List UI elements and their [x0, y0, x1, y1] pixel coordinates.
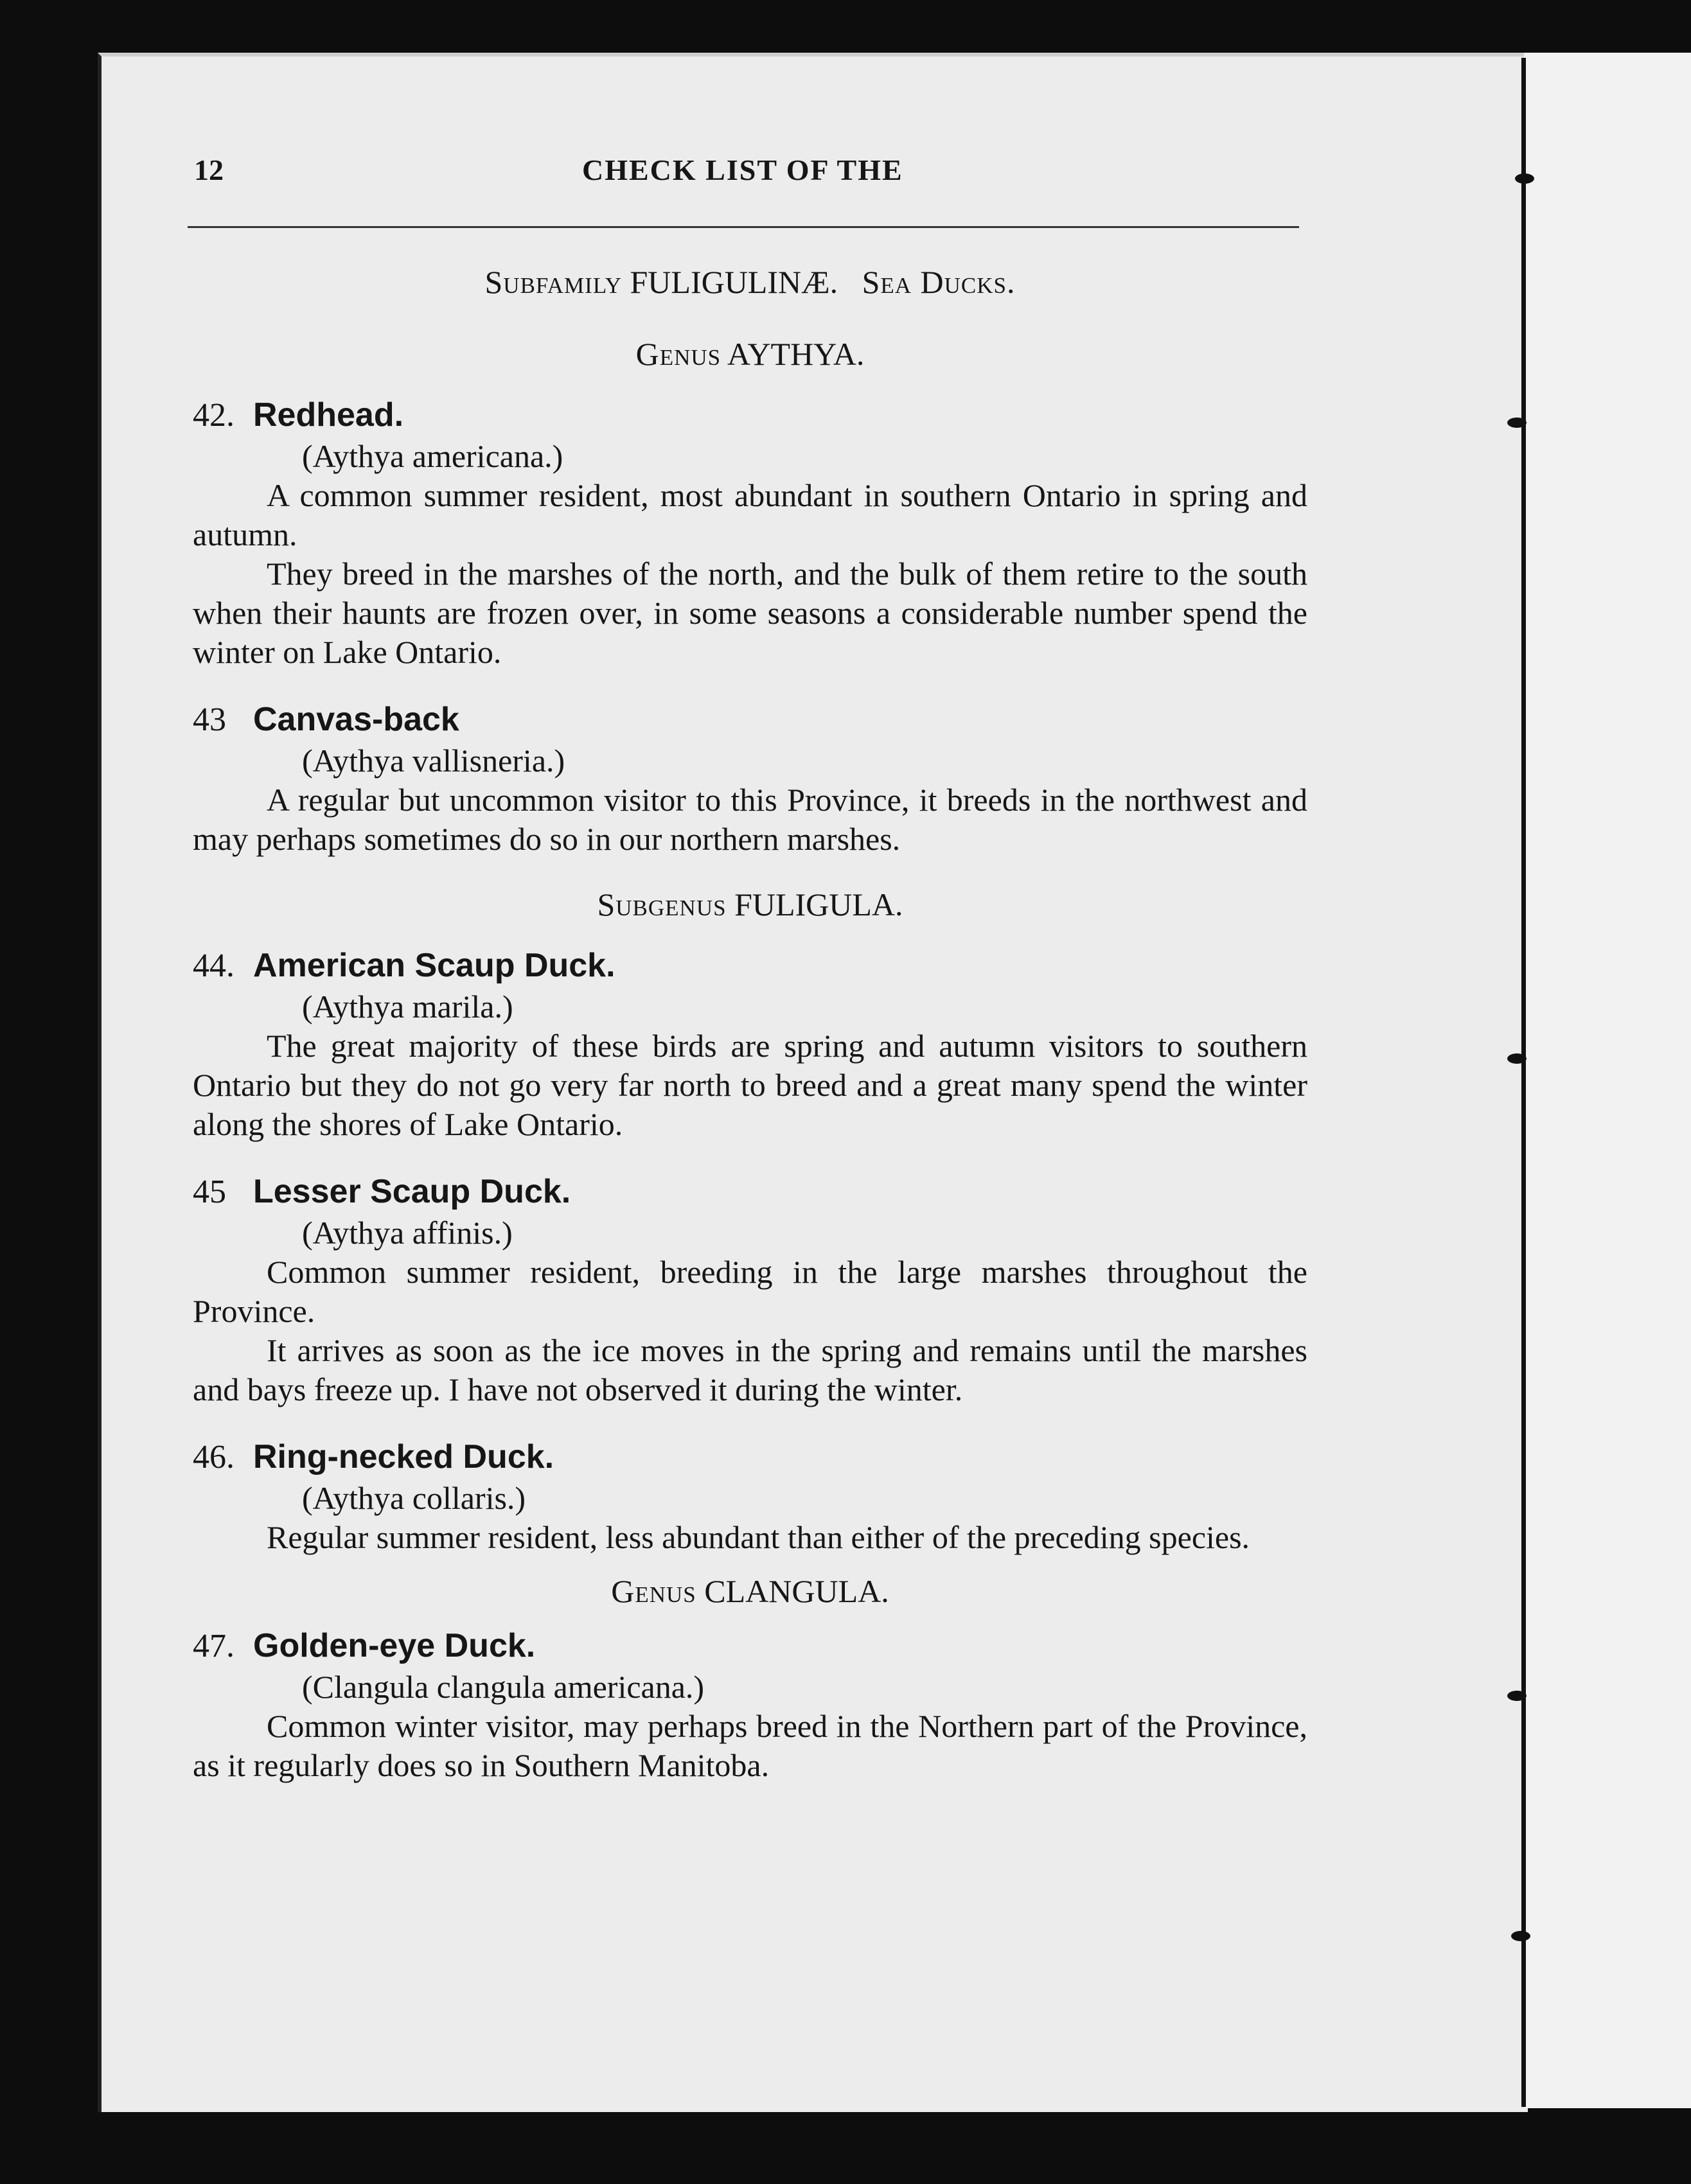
page-number: 12	[194, 154, 224, 186]
species-number: 46.	[193, 1439, 235, 1475]
species-entry	[193, 1436, 1307, 1557]
subgenus-name: FULIGULA.	[734, 886, 903, 922]
scientific-name: (Clangula clangula americana.)	[302, 1669, 705, 1705]
scientific-name: (Aythya collaris.)	[302, 1480, 526, 1516]
page-binding-edge	[1521, 58, 1526, 2107]
species-heading	[193, 1171, 1307, 1213]
species-entry	[193, 394, 1307, 672]
header-rule	[188, 226, 1299, 228]
species-paragraph: A common summer resident, most abundant in southern Ontario in spring and autumn.	[193, 477, 1307, 552]
species-number: 44.	[193, 947, 235, 984]
binding-mark	[1507, 1053, 1527, 1064]
species-number: 43	[193, 701, 226, 738]
genus-label: Genus	[611, 1573, 696, 1609]
scientific-name: (Aythya vallisneria.)	[302, 743, 565, 779]
scientific-name: (Aythya marila.)	[302, 989, 513, 1025]
genus-heading	[193, 335, 1307, 373]
species-name: American Scaup Duck.	[253, 947, 615, 984]
species-number: 45	[193, 1174, 226, 1210]
species-entry	[193, 699, 1307, 859]
species-name: Golden-eye Duck.	[253, 1627, 536, 1664]
subfamily-heading	[193, 263, 1307, 301]
binding-mark	[1511, 1931, 1530, 1941]
subfamily-common-name: Sea Ducks.	[862, 264, 1016, 300]
genus-name: CLANGULA.	[704, 1573, 889, 1609]
subgenus-label: Subgenus	[597, 886, 727, 922]
species-name: Lesser Scaup Duck.	[253, 1173, 571, 1210]
subfamily-prefix: Subfamily	[484, 264, 622, 300]
species-paragraph: They breed in the marshes of the north, and the bulk of them retire to the south when their haunts are frozen over, in some seasons a considerable number spend the winter on Lake Ontario.	[193, 556, 1307, 670]
species-number: 47.	[193, 1628, 235, 1664]
species-paragraph: It arrives as soon as the ice moves in the spring and remains until the marshes and bays freeze up. I have not observed it during the winter.	[193, 1332, 1307, 1407]
species-heading	[193, 699, 1307, 741]
scientific-name: (Aythya americana.)	[302, 438, 563, 474]
species-entry	[193, 945, 1307, 1144]
adjacent-page-edge	[1524, 53, 1691, 2108]
species-paragraph: Regular summer resident, less abundant than either of the preceding species.	[267, 1519, 1250, 1555]
species-name: Redhead.	[253, 396, 404, 434]
scientific-name: (Aythya affinis.)	[302, 1215, 513, 1251]
species-paragraph: The great majority of these birds are spring and autumn visitors to southern Ontario but they do not go very far north to breed and a great many spend the winter along the shores of Lake Ontario.	[193, 1028, 1307, 1142]
species-heading	[193, 945, 1307, 987]
binding-mark	[1507, 1691, 1527, 1701]
genus-heading	[193, 1572, 1307, 1610]
genus-label: Genus	[635, 336, 722, 372]
subfamily-name: FULIGULINÆ.	[630, 264, 838, 300]
species-name: Canvas-back	[253, 701, 459, 738]
species-entry	[193, 1625, 1307, 1785]
page-body	[193, 263, 1307, 1812]
genus-name: AYTHYA.	[727, 336, 865, 372]
subgenus-heading	[193, 886, 1307, 923]
species-paragraph: Common summer resident, breeding in the large marshes throughout the Province.	[193, 1254, 1307, 1329]
species-paragraph: A regular but uncommon visitor to this Province, it breeds in the northwest and may perhaps sometimes do so in our northern marshes.	[193, 782, 1307, 857]
species-number: 42.	[193, 397, 235, 434]
species-paragraph: Common winter visitor, may perhaps breed in the Northern part of the Province, as it regularly does so in Southern Manitoba.	[193, 1708, 1307, 1783]
species-entry	[193, 1171, 1307, 1409]
species-heading	[193, 1436, 1307, 1478]
species-name: Ring-necked Duck.	[253, 1438, 554, 1475]
binding-mark	[1507, 418, 1527, 428]
binding-mark	[1515, 173, 1534, 184]
page-header	[194, 153, 1325, 204]
species-heading	[193, 1625, 1307, 1667]
species-heading	[193, 394, 1307, 436]
running-head: CHECK LIST OF THE	[582, 154, 903, 186]
